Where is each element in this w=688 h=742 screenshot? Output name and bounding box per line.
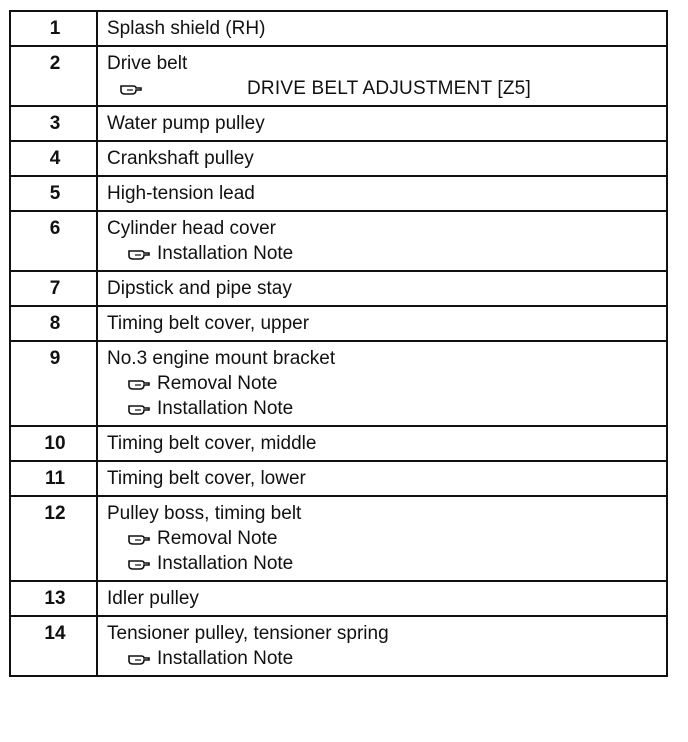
installation-note-link[interactable]: Installation Note <box>157 648 294 669</box>
pointing-hand-icon <box>127 246 151 262</box>
table-row <box>10 46 667 106</box>
installation-note-link[interactable]: Installation Note <box>157 243 294 264</box>
part-cell <box>97 616 667 676</box>
row-number: 2 <box>10 46 97 106</box>
pointing-hand-icon <box>127 401 151 417</box>
reference-note <box>107 396 660 421</box>
part-cell <box>97 106 667 141</box>
pointing-hand-icon <box>119 81 143 97</box>
row-number: 3 <box>10 106 97 141</box>
reference-link[interactable]: DRIVE BELT ADJUSTMENT [Z5] <box>247 78 531 99</box>
part-cell <box>97 461 667 496</box>
part-name: Cylinder head cover <box>107 218 276 239</box>
row-number: 11 <box>10 461 97 496</box>
part-name: Crankshaft pulley <box>107 148 254 169</box>
part-cell <box>97 11 667 46</box>
part-cell <box>97 341 667 426</box>
table-row <box>10 106 667 141</box>
row-number: 4 <box>10 141 97 176</box>
part-cell <box>97 271 667 306</box>
pointing-hand-icon <box>127 651 151 667</box>
row-number: 7 <box>10 271 97 306</box>
part-name: No.3 engine mount bracket <box>107 348 336 369</box>
reference-note <box>107 551 660 576</box>
table-row <box>10 271 667 306</box>
reference-note <box>107 646 660 671</box>
table-row <box>10 616 667 676</box>
table-row <box>10 306 667 341</box>
table-row <box>10 176 667 211</box>
table-row <box>10 11 667 46</box>
part-cell <box>97 211 667 271</box>
pointing-hand-icon <box>127 376 151 392</box>
pointing-hand-icon <box>127 531 151 547</box>
part-name: Tensioner pulley, tensioner spring <box>107 623 389 644</box>
table-row <box>10 426 667 461</box>
row-number: 10 <box>10 426 97 461</box>
row-number: 5 <box>10 176 97 211</box>
table-row <box>10 211 667 271</box>
reference-note <box>107 371 660 396</box>
part-name: Water pump pulley <box>107 113 265 134</box>
installation-note-link[interactable]: Installation Note <box>157 398 294 419</box>
part-name: High-tension lead <box>107 183 255 204</box>
part-name: Idler pulley <box>107 588 199 609</box>
part-cell <box>97 176 667 211</box>
row-number: 1 <box>10 11 97 46</box>
installation-note-link[interactable]: Installation Note <box>157 553 294 574</box>
part-name: Splash shield (RH) <box>107 18 266 39</box>
table-row <box>10 581 667 616</box>
table-row <box>10 496 667 581</box>
part-cell <box>97 141 667 176</box>
part-cell <box>97 581 667 616</box>
pointing-hand-icon <box>127 556 151 572</box>
row-number: 14 <box>10 616 97 676</box>
reference-note <box>107 76 660 101</box>
table-row <box>10 341 667 426</box>
part-name: Drive belt <box>107 53 188 74</box>
parts-table <box>9 10 668 677</box>
table-row <box>10 141 667 176</box>
part-cell <box>97 496 667 581</box>
part-name: Timing belt cover, upper <box>107 313 310 334</box>
row-number: 8 <box>10 306 97 341</box>
removal-note-link[interactable]: Removal Note <box>157 528 278 549</box>
table-row <box>10 461 667 496</box>
removal-note-link[interactable]: Removal Note <box>157 373 278 394</box>
reference-note <box>107 526 660 551</box>
row-number: 12 <box>10 496 97 581</box>
part-cell <box>97 46 667 106</box>
part-name: Pulley boss, timing belt <box>107 503 302 524</box>
row-number: 13 <box>10 581 97 616</box>
row-number: 6 <box>10 211 97 271</box>
part-name: Dipstick and pipe stay <box>107 278 292 299</box>
row-number: 9 <box>10 341 97 426</box>
part-name: Timing belt cover, middle <box>107 433 317 454</box>
part-name: Timing belt cover, lower <box>107 468 306 489</box>
part-cell <box>97 426 667 461</box>
part-cell <box>97 306 667 341</box>
reference-note <box>107 241 660 266</box>
